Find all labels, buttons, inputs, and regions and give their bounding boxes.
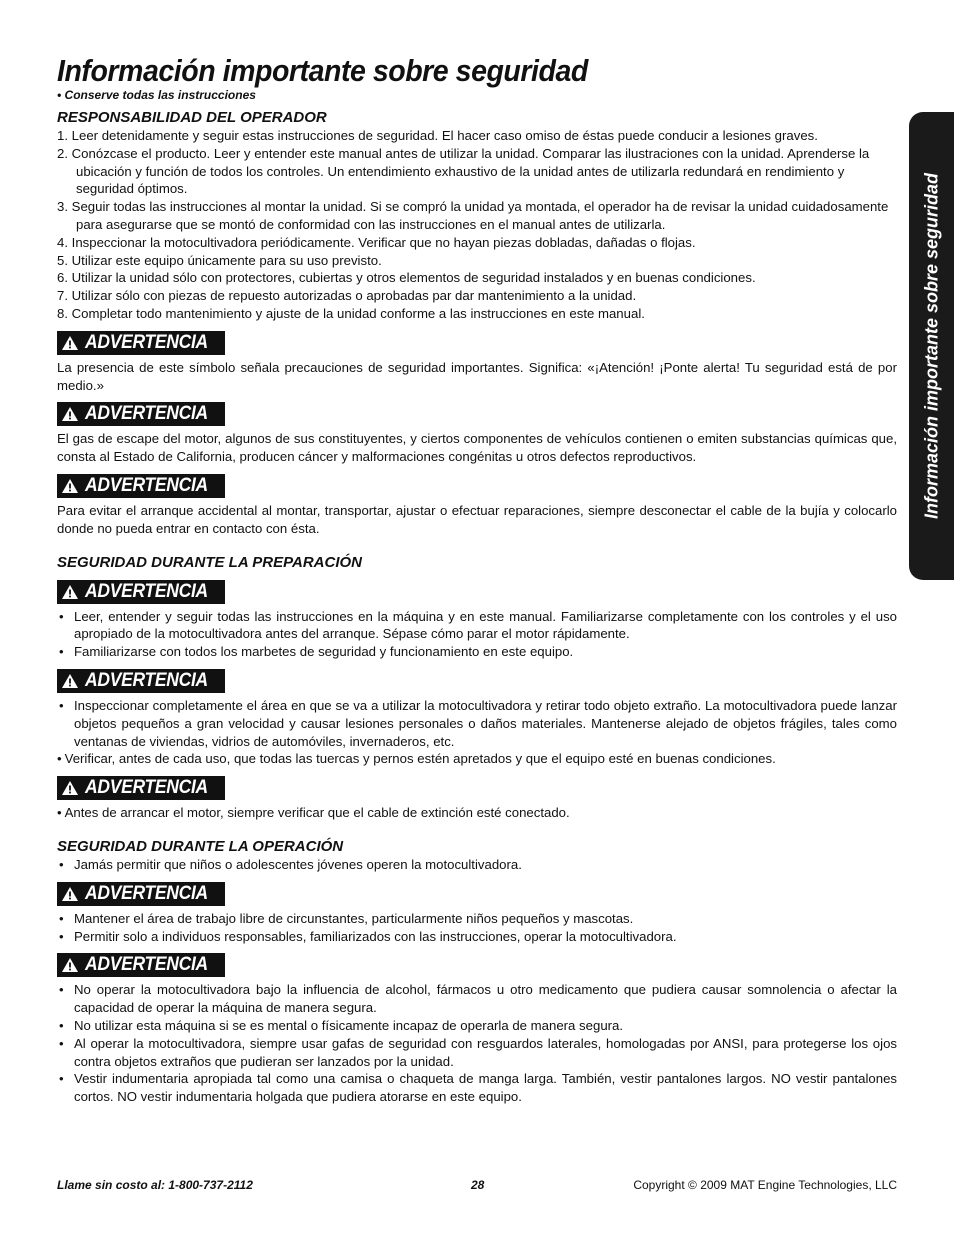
- list-item: 4. Inspeccionar la motocultivadora periódicamente. Verificar que no hayan piezas dobladas, dañadas o flojas.: [57, 234, 696, 250]
- bullet-list: [57, 856, 897, 874]
- warning-badge: [57, 953, 225, 977]
- list-item: • Al operar la motocultivadora, siempre usar gafas de seguridad con resguardos laterales, homologadas por ANSI, para protegerse los ojos contra objetos extraños que pudieran ser lanzados por la unidad.: [59, 1035, 897, 1069]
- list-item: 6. Utilizar la unidad sólo con protectores, cubiertas y otros elementos de seguridad instalados y en buenas condiciones.: [57, 270, 756, 286]
- list-item: • Jamás permitir que niños o adolescentes jóvenes operen la motocultivadora.: [59, 856, 522, 872]
- bullet-list: [57, 981, 897, 1106]
- list-item: 7. Utilizar sólo con piezas de repuesto autorizadas o aprobadas par dar mantenimiento a la unidad.: [57, 288, 637, 304]
- warning-text: Para evitar el arranque accidental al montar, transportar, ajustar o efectuar reparaciones, siempre desconectar el cable de la bujía y colocarlo donde no pueda entrar en contacto con ésta.: [57, 502, 897, 536]
- warning-triangle-icon: [61, 673, 79, 689]
- warning-label: ADVERTENCIA: [85, 403, 208, 425]
- warning-label: ADVERTENCIA: [85, 954, 208, 976]
- page-footer: [57, 1178, 897, 1196]
- footer-phone: Llame sin costo al: 1-800-737-2112: [57, 1178, 253, 1192]
- warning-badge: [57, 402, 225, 426]
- warning-badge: [57, 580, 225, 604]
- warning-badge: [57, 331, 225, 355]
- list-item: • Verificar, antes de cada uso, que todas las tuercas y pernos estén apretados y que el equipo esté en buenas condiciones.: [57, 751, 776, 767]
- list-item: 3. Seguir todas las instrucciones al montar la unidad. Si se compró la unidad ya montada, el operador ha de revisar la unidad cuidadosamente para asegurarse que se montó de conformidad con las instrucciones en el manual antes de utilizarla.: [57, 199, 889, 232]
- warning-triangle-icon: [61, 957, 79, 973]
- bullet-list: [57, 804, 897, 822]
- bullet-list: [57, 608, 897, 661]
- page-title: Información importante sobre seguridad: [57, 53, 588, 88]
- footer-page-number: 28: [471, 1178, 485, 1192]
- list-item: • No utilizar esta máquina si se es mental o físicamente incapaz de operarla de manera segura.: [59, 1017, 624, 1033]
- operator-list: [57, 127, 897, 323]
- warning-label: ADVERTENCIA: [85, 882, 208, 904]
- warning-triangle-icon: [61, 584, 79, 600]
- section-title-operation: SEGURIDAD DURANTE LA OPERACIÓN: [57, 837, 344, 855]
- list-item: 2. Conózcase el producto. Leer y entender este manual antes de utilizar la unidad. Comparar las ilustraciones con la unidad. Aprenderse la ubicación y función de todos los controles. Un entendimiento exhaustivo de la unidad antes de utilizarla redundará en rendimiento y seguridad óptimos.: [57, 145, 870, 197]
- bullet-list: [57, 750, 897, 768]
- warning-badge: [57, 474, 225, 498]
- warning-triangle-icon: [61, 780, 79, 796]
- list-item: • Vestir indumentaria apropiada tal como una camisa o chaqueta de manga larga. También, vestir pantalones largos. NO vestir pantalones cortos. NO vestir indumentaria holgada que pudiera atorarse en este equipo.: [59, 1071, 897, 1105]
- warning-triangle-icon: [61, 886, 79, 902]
- warning-label: ADVERTENCIA: [85, 331, 208, 353]
- side-tab: [909, 112, 954, 580]
- list-item: • Permitir solo a individuos responsables, familiarizados con las instrucciones, operar la motocultivadora.: [59, 928, 677, 944]
- page-subtitle: • Conserve todas las instrucciones: [57, 88, 256, 102]
- list-item: • Familiarizarse con todos los marbetes de seguridad y funcionamiento en este equipo.: [59, 644, 574, 660]
- warning-label: ADVERTENCIA: [85, 777, 208, 799]
- warning-label: ADVERTENCIA: [85, 580, 208, 602]
- list-item: 8. Completar todo mantenimiento y ajuste de la unidad conforme a las instrucciones en este manual.: [57, 305, 645, 321]
- page-content: [57, 52, 897, 1106]
- section-title-preparation: SEGURIDAD DURANTE LA PREPARACIÓN: [57, 553, 363, 571]
- warning-triangle-icon: [61, 406, 79, 422]
- warning-badge: [57, 669, 225, 693]
- warning-label: ADVERTENCIA: [85, 474, 208, 496]
- list-item: 5. Utilizar este equipo únicamente para su uso previsto.: [57, 252, 382, 268]
- warning-triangle-icon: [61, 478, 79, 494]
- warning-text: La presencia de este símbolo señala precauciones de seguridad importantes. Significa: «¡Atención! ¡Ponte alerta! Tu seguridad está de por medio.»: [57, 359, 897, 393]
- footer-copyright: Copyright © 2009 MAT Engine Technologies, LLC: [633, 1178, 897, 1192]
- warning-badge: [57, 882, 225, 906]
- bullet-list: [57, 697, 897, 750]
- list-item: • Antes de arrancar el motor, siempre verificar que el cable de extinción esté conectado.: [57, 805, 570, 821]
- warning-triangle-icon: [61, 335, 79, 351]
- list-item: • No operar la motocultivadora bajo la influencia de alcohol, fármacos u otro medicamento que pudiera causar somnolencia o afectar la capacidad de operar la máquina de manera segura.: [59, 982, 897, 1016]
- bullet-list: [57, 910, 897, 946]
- list-item: • Inspeccionar completamente el área en que se va a utilizar la motocultivadora y retirar todo objeto extraño. La motocultivadora puede lanzar objetos pequeños a gran velocidad y causar lesiones personales o daños materiales. Mantenerse alejado de objetos frágiles, tales como ventanas de viviendas, vidrios de automóviles, invernaderos, etc.: [59, 697, 897, 749]
- warning-badge: [57, 776, 225, 800]
- warning-label: ADVERTENCIA: [85, 669, 208, 691]
- section-title-operator: RESPONSABILIDAD DEL OPERADOR: [57, 109, 327, 126]
- list-item: 1. Leer detenidamente y seguir estas instrucciones de seguridad. El hacer caso omiso de éstas puede conducir a lesiones graves.: [57, 128, 818, 143]
- list-item: • Leer, entender y seguir todas las instrucciones en la máquina y en este manual. Familiarizarse completamente con los controles y el uso apropiado de la motocultivadora antes del arranque. Sépase cómo parar el motor rápidamente.: [59, 608, 897, 642]
- side-tab-label: Información importante sobre seguridad: [921, 172, 941, 520]
- warning-text: El gas de escape del motor, algunos de sus constituyentes, y ciertos componentes de vehículos contienen o emiten substancias químicas que, consta al Estado de California, producen cáncer y malformaciones congénitas u otros defectos reproductivos.: [57, 431, 897, 465]
- list-item: • Mantener el área de trabajo libre de circunstantes, particularmente niños pequeños y mascotas.: [59, 910, 634, 926]
